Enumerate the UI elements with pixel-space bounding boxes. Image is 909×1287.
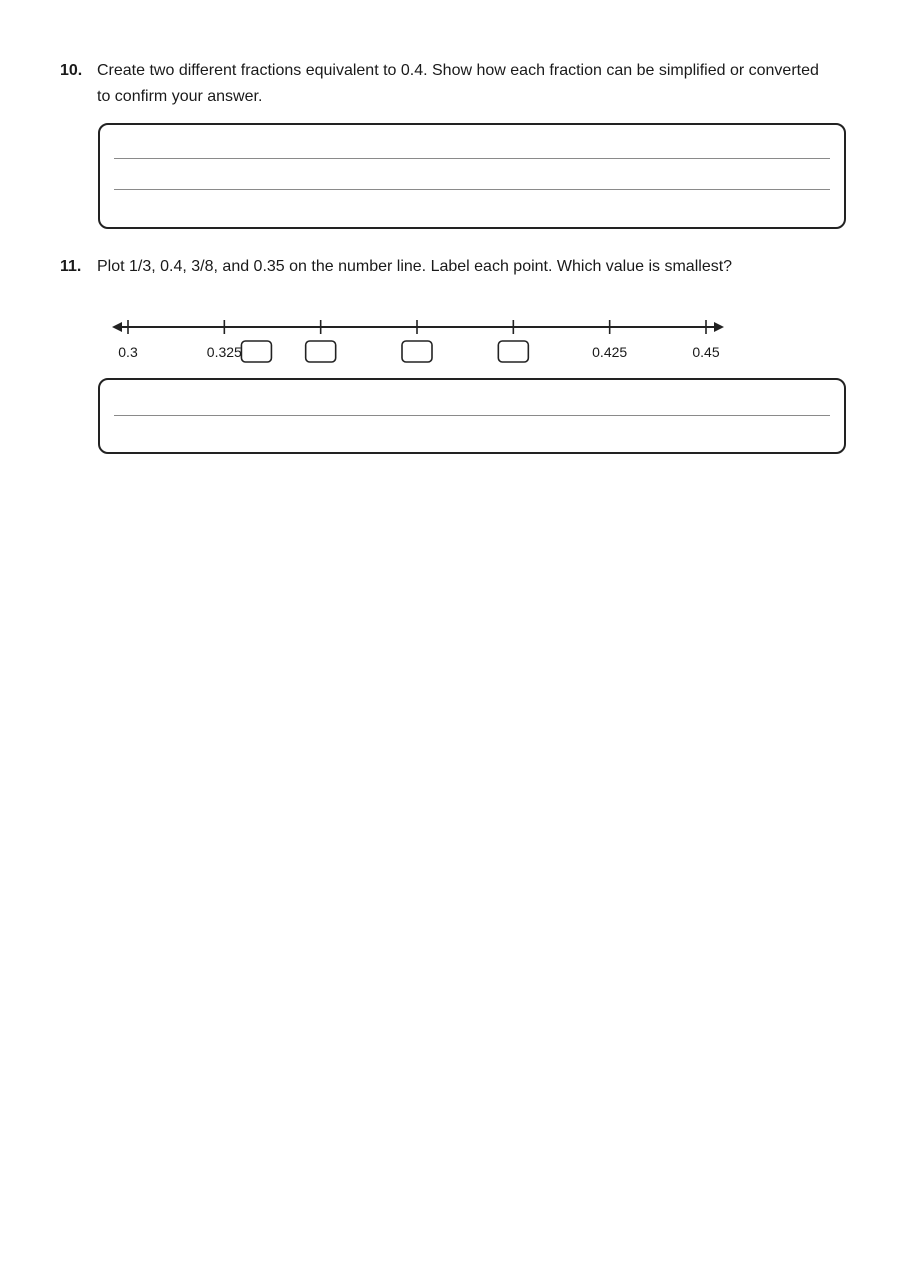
number-line-right-arrow-icon bbox=[714, 322, 724, 332]
answer-line bbox=[114, 415, 830, 416]
question-10-answer-box[interactable] bbox=[98, 123, 846, 229]
question-11 bbox=[60, 254, 830, 280]
number-line-tick-label: 0.3 bbox=[118, 344, 138, 360]
number-line-answer-boxes bbox=[241, 341, 528, 362]
question-10-number: 10. bbox=[60, 62, 83, 79]
answer-line bbox=[114, 189, 830, 190]
number-line-left-arrow-icon bbox=[112, 322, 122, 332]
number-line-blank-box[interactable] bbox=[306, 341, 336, 362]
question-11-number: 11. bbox=[60, 258, 82, 275]
number-line-blank-box[interactable] bbox=[241, 341, 271, 362]
number-line-tick-label: 0.45 bbox=[692, 344, 720, 360]
question-11-text: Plot 1/3, 0.4, 3/8, and 0.35 on the number line. Label each point. Which value is smallest? bbox=[97, 258, 733, 275]
number-line bbox=[108, 312, 732, 372]
question-10-text: Create two different fractions equivalent to 0.4. Show how each fraction can be simplified or converted to confirm your answer. bbox=[97, 62, 819, 105]
number-line-tick-label: 0.325 bbox=[206, 344, 242, 360]
number-line-blank-box[interactable] bbox=[498, 341, 528, 362]
question-10 bbox=[60, 58, 830, 110]
answer-line bbox=[114, 158, 830, 159]
question-11-answer-box[interactable] bbox=[98, 378, 846, 454]
number-line-blank-box[interactable] bbox=[402, 341, 432, 362]
number-line-tick-label: 0.425 bbox=[592, 344, 628, 360]
